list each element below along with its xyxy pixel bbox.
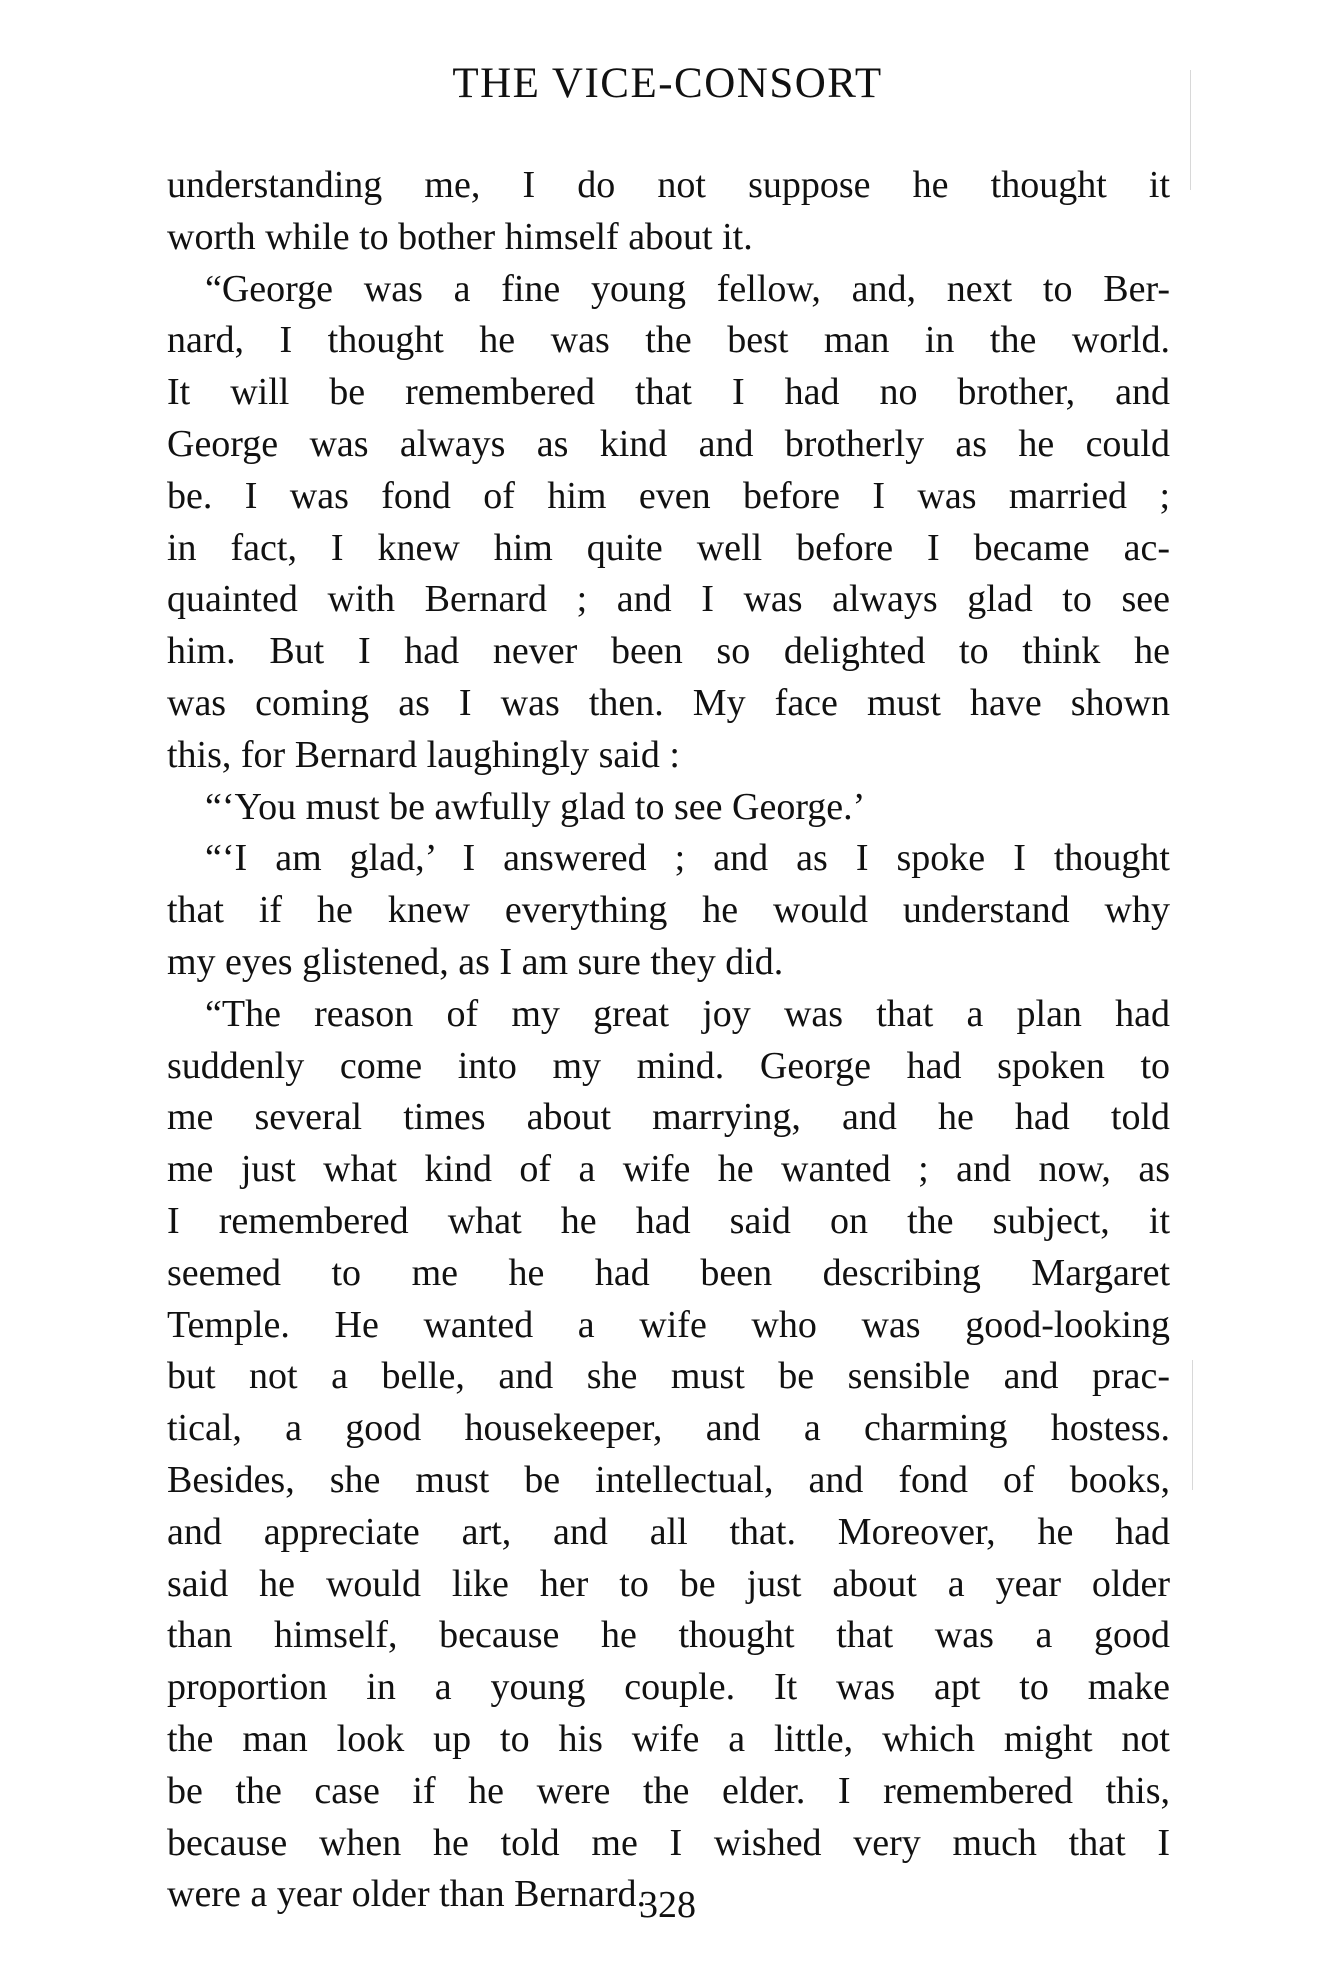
text-line: him. But I had never been so delighted to think he [167, 630, 1170, 673]
text-line: “George was a fine young fellow, and, next to Ber- [205, 267, 1170, 310]
text-line: me several times about marrying, and he had told [167, 1096, 1170, 1139]
text-line: me just what kind of a wife he wanted ; and now, as [167, 1148, 1170, 1191]
text-line: understanding me, I do not suppose he thought it [167, 164, 1170, 206]
text-line: “‘I am glad,’ I answered ; and as I spoke I thought [205, 837, 1170, 880]
text-line: “‘You must be awfully glad to see George.’ [205, 785, 866, 828]
text-line: Temple. He wanted a wife who was good-looking [167, 1303, 1170, 1346]
text-line: than himself, because he thought that was a good [167, 1614, 1170, 1657]
text-line: “The reason of my great joy was that a plan had [205, 992, 1170, 1035]
text-line: tical, a good housekeeper, and a charming hostess. [167, 1407, 1170, 1450]
text-line: that if he knew everything he would understand why [167, 889, 1170, 932]
text-line: suddenly come into my mind. George had spoken to [167, 1044, 1170, 1087]
text-line: nard, I thought he was the best man in the world. [167, 319, 1170, 362]
text-line: be. I was fond of him even before I was married ; [167, 474, 1170, 517]
text-line: George was always as kind and brotherly as he could [167, 422, 1170, 465]
text-line: said he would like her to be just about a year older [167, 1562, 1170, 1605]
scan-margin-mark [1190, 70, 1191, 190]
running-head-title: THE VICE-CONSORT [452, 60, 883, 107]
text-line: this, for Bernard laughingly said : [167, 733, 680, 776]
text-line: seemed to me he had been describing Margaret [167, 1251, 1170, 1294]
text-line: It will be remembered that I had no brother, and [167, 371, 1170, 414]
text-line: the man look up to his wife a little, which might not [167, 1717, 1170, 1760]
text-line: be the case if he were the elder. I remembered this, [167, 1769, 1170, 1812]
scan-margin-mark [1192, 1360, 1193, 1490]
text-line: worth while to bother himself about it. [167, 215, 753, 258]
text-line: and appreciate art, and all that. Moreover, he had [167, 1510, 1170, 1553]
text-line: proportion in a young couple. It was apt to make [167, 1666, 1170, 1709]
text-line: because when he told me I wished very much that I [167, 1821, 1170, 1864]
body-text [167, 160, 1170, 1921]
text-line: was coming as I was then. My face must have shown [167, 681, 1170, 724]
text-line: Besides, she must be intellectual, and fond of books, [167, 1458, 1170, 1501]
text-line: I remembered what he had said on the subject, it [167, 1199, 1170, 1242]
text-line: but not a belle, and she must be sensible and prac- [167, 1355, 1170, 1398]
page-number: 328 [639, 1884, 696, 1926]
text-line: quainted with Bernard ; and I was always glad to see [167, 578, 1170, 621]
text-line: were a year older than Bernard. [167, 1873, 646, 1916]
text-line: in fact, I knew him quite well before I became ac- [167, 526, 1170, 569]
text-line: my eyes glistened, as I am sure they did. [167, 940, 784, 983]
